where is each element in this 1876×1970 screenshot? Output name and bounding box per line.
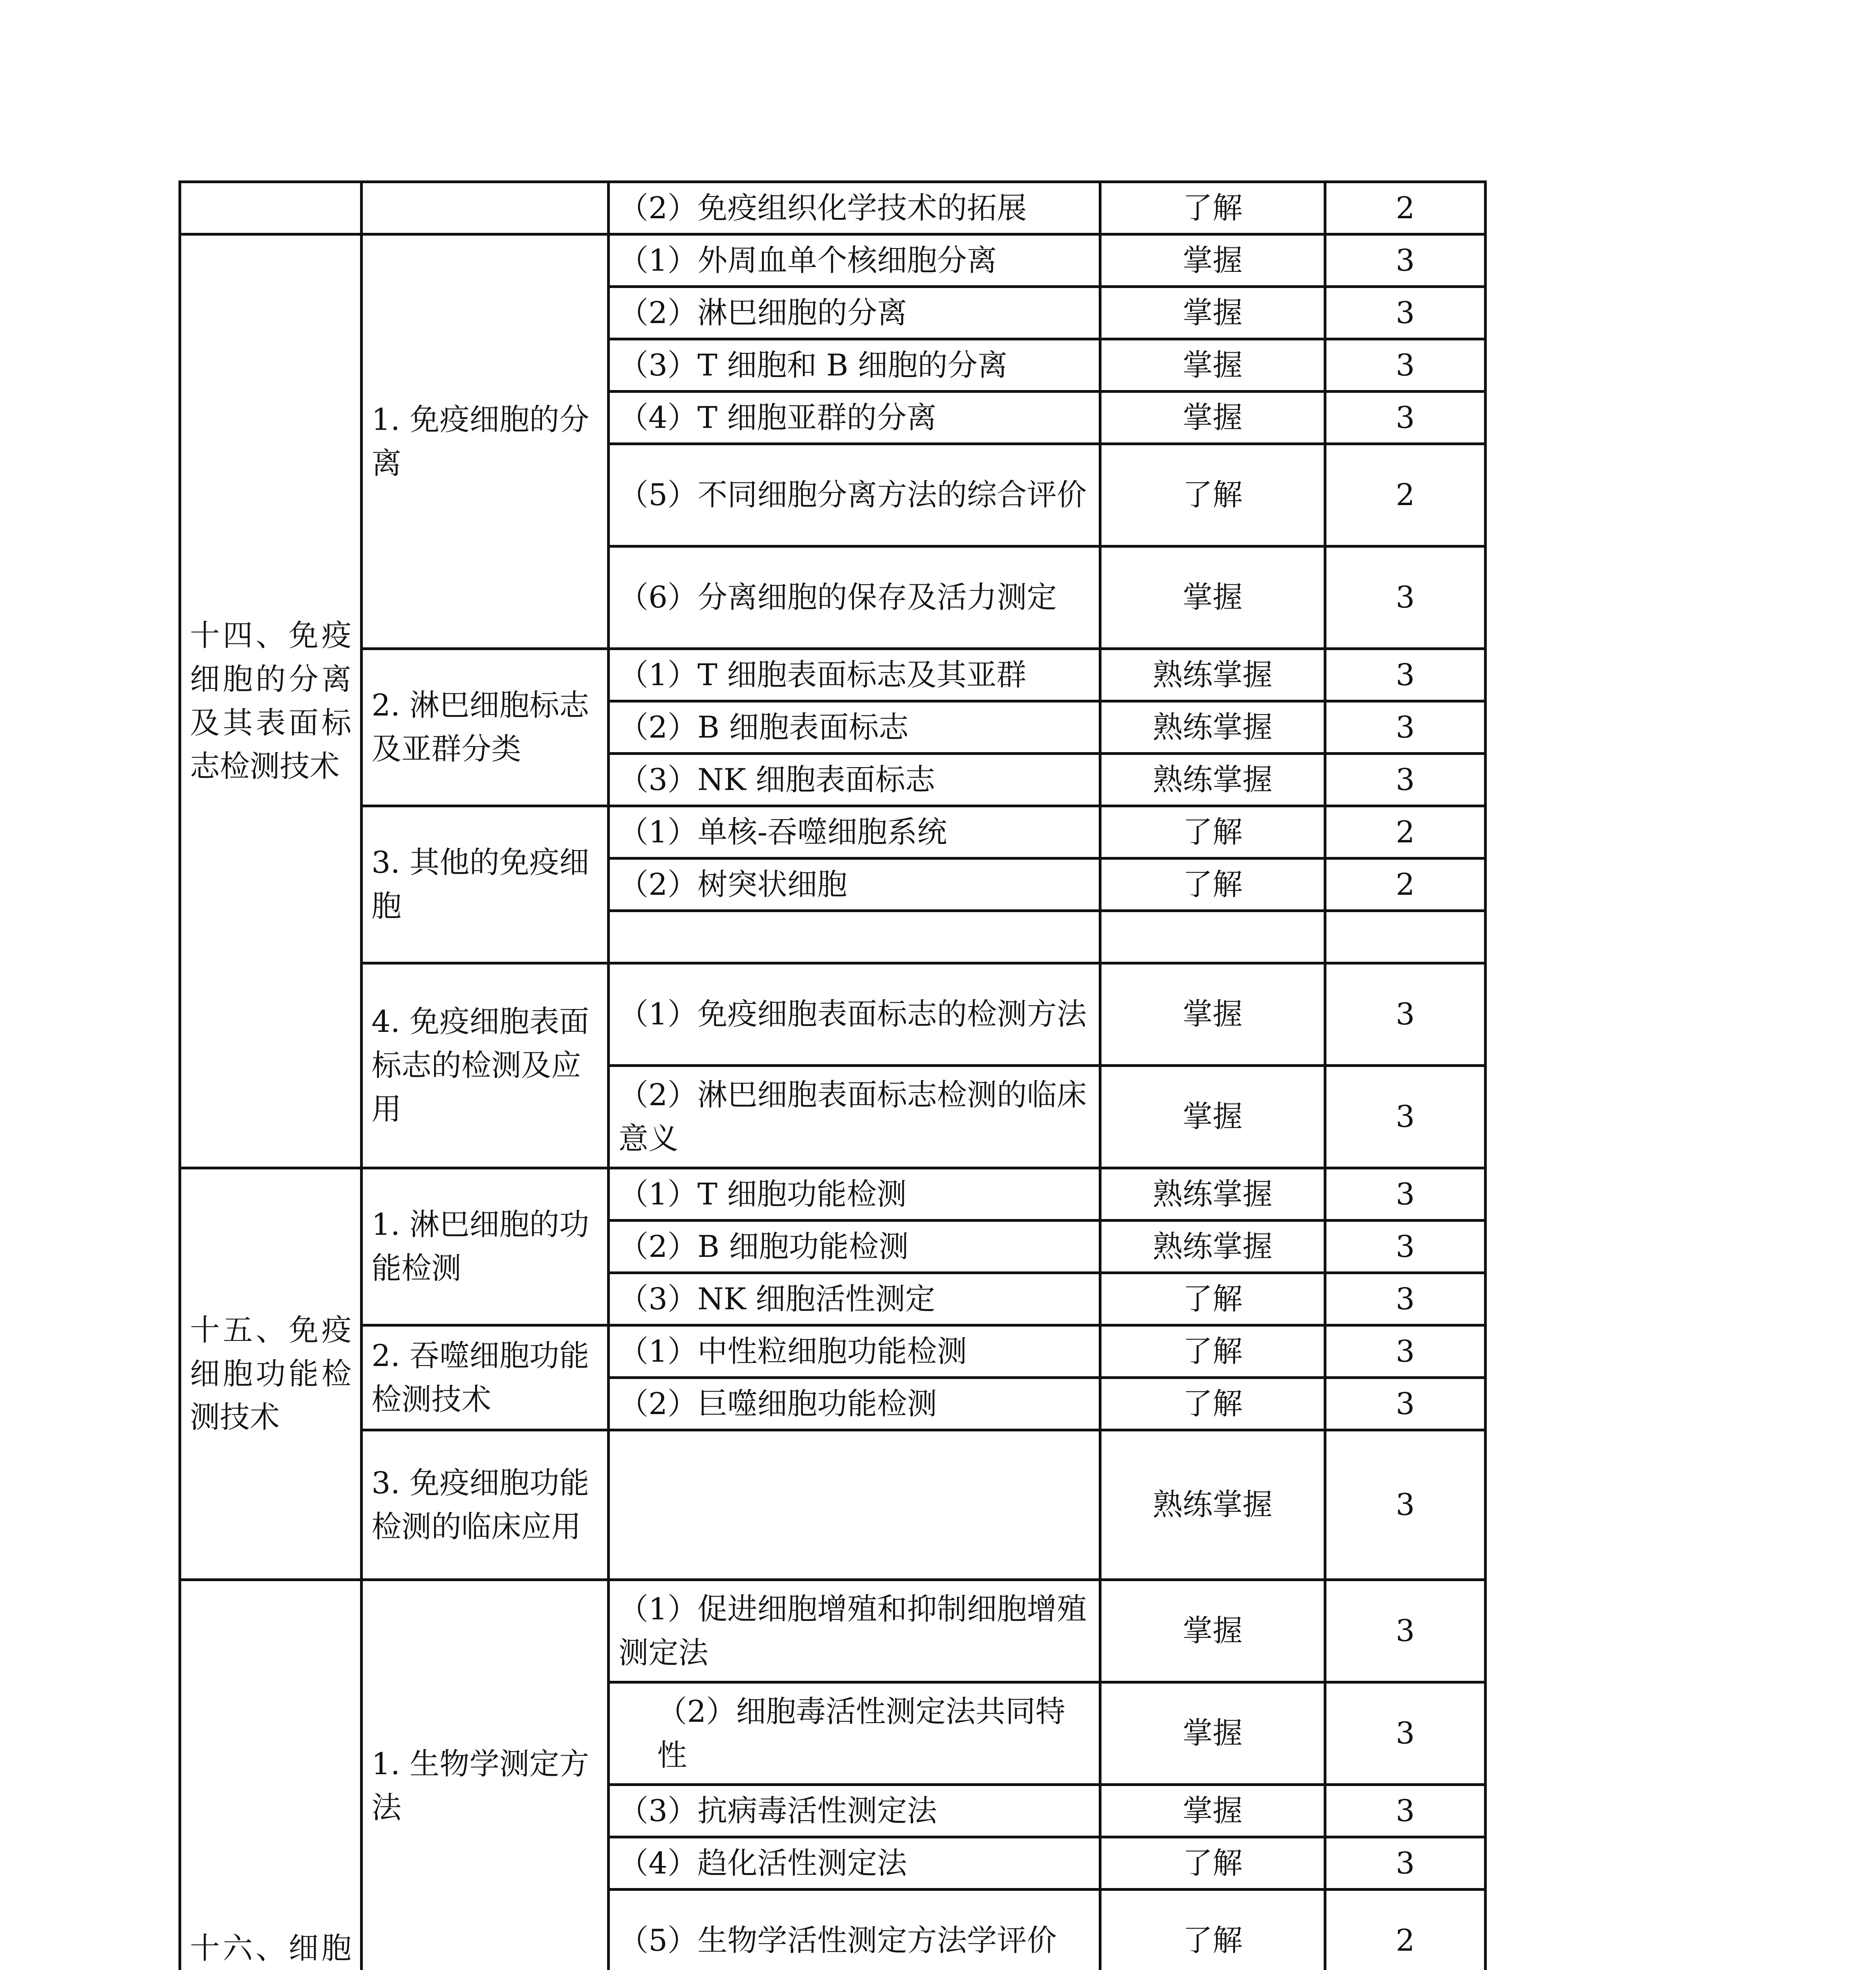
requirement-cell: 了解	[1100, 1325, 1325, 1378]
requirement-cell: 了解	[1100, 444, 1325, 546]
level-cell: 2	[1325, 1890, 1486, 1970]
level-cell: 3	[1325, 1273, 1486, 1325]
level-cell: 3	[1325, 234, 1486, 287]
topic-cell: 1. 淋巴细胞的功能检测	[362, 1168, 609, 1325]
topic-cell	[362, 182, 609, 234]
content-cell: （2）淋巴细胞的分离	[609, 287, 1100, 339]
content-cell: （5）不同细胞分离方法的综合评价	[609, 444, 1100, 546]
content-cell: （1）免疫细胞表面标志的检测方法	[609, 963, 1100, 1066]
topic-cell: 3. 免疫细胞功能检测的临床应用	[362, 1430, 609, 1580]
content-cell: （3）T 细胞和 B 细胞的分离	[609, 339, 1100, 392]
requirement-cell: 了解	[1100, 1837, 1325, 1890]
level-cell: 3	[1325, 754, 1486, 806]
level-cell	[1325, 911, 1486, 963]
content-cell: （1）中性粒细胞功能检测	[609, 1325, 1100, 1378]
table-row	[180, 1168, 1486, 1221]
level-cell: 3	[1325, 1325, 1486, 1378]
level-cell: 2	[1325, 806, 1486, 859]
level-cell: 3	[1325, 1221, 1486, 1273]
requirement-cell: 了解	[1100, 859, 1325, 911]
level-cell: 3	[1325, 1682, 1486, 1785]
content-cell: （2）B 细胞功能检测	[609, 1221, 1100, 1273]
content-cell: （2）巨噬细胞功能检测	[609, 1378, 1100, 1430]
content-cell: （3）NK 细胞活性测定	[609, 1273, 1100, 1325]
table-row	[180, 806, 1486, 859]
level-cell: 2	[1325, 859, 1486, 911]
level-cell: 2	[1325, 182, 1486, 234]
table-row	[180, 182, 1486, 234]
content-cell: （2）树突状细胞	[609, 859, 1100, 911]
requirement-cell: 熟练掌握	[1100, 1430, 1325, 1580]
level-cell: 3	[1325, 1066, 1486, 1168]
content-cell: （3）NK 细胞表面标志	[609, 754, 1100, 806]
requirement-cell: 掌握	[1100, 1580, 1325, 1682]
requirement-cell: 熟练掌握	[1100, 754, 1325, 806]
requirement-cell: 熟练掌握	[1100, 649, 1325, 701]
level-cell: 3	[1325, 649, 1486, 701]
content-cell: （2）免疫组织化学技术的拓展	[609, 182, 1100, 234]
requirement-cell: 掌握	[1100, 1066, 1325, 1168]
content-cell: （4）趋化活性测定法	[609, 1837, 1100, 1890]
level-cell: 3	[1325, 1785, 1486, 1837]
table-row	[180, 963, 1486, 1066]
requirement-cell: 熟练掌握	[1100, 701, 1325, 754]
unit-cell: 十五、免疫细胞功能检测技术	[180, 1168, 362, 1580]
content-cell: （2）B 细胞表面标志	[609, 701, 1100, 754]
level-cell: 3	[1325, 1837, 1486, 1890]
content-cell: （4）T 细胞亚群的分离	[609, 392, 1100, 444]
syllabus-table	[178, 180, 1487, 1970]
content-cell: （1）T 细胞功能检测	[609, 1168, 1100, 1221]
unit-cell: 十六、细胞	[180, 1580, 362, 1970]
requirement-cell: 了解	[1100, 1378, 1325, 1430]
topic-cell: 1. 生物学测定方法	[362, 1580, 609, 1970]
content-cell	[609, 1430, 1100, 1580]
requirement-cell: 熟练掌握	[1100, 1168, 1325, 1221]
requirement-cell: 熟练掌握	[1100, 1221, 1325, 1273]
topic-cell: 4. 免疫细胞表面标志的检测及应用	[362, 963, 609, 1168]
level-cell: 3	[1325, 701, 1486, 754]
level-cell: 3	[1325, 1430, 1486, 1580]
table-row	[180, 1325, 1486, 1378]
content-cell: （1）单核-吞噬细胞系统	[609, 806, 1100, 859]
level-cell: 3	[1325, 287, 1486, 339]
unit-cell: 十四、免疫细胞的分离及其表面标志检测技术	[180, 234, 362, 1168]
content-cell: （2）淋巴细胞表面标志检测的临床意义	[609, 1066, 1100, 1168]
content-cell: （2）细胞毒活性测定法共同特性	[609, 1682, 1100, 1785]
requirement-cell: 了解	[1100, 806, 1325, 859]
requirement-cell: 掌握	[1100, 234, 1325, 287]
level-cell: 3	[1325, 963, 1486, 1066]
level-cell: 3	[1325, 392, 1486, 444]
table-row	[180, 1430, 1486, 1580]
level-cell: 3	[1325, 1168, 1486, 1221]
table-row	[180, 649, 1486, 701]
requirement-cell	[1100, 911, 1325, 963]
requirement-cell: 掌握	[1100, 392, 1325, 444]
topic-cell: 2. 淋巴细胞标志及亚群分类	[362, 649, 609, 806]
topic-cell: 2. 吞噬细胞功能检测技术	[362, 1325, 609, 1430]
level-cell: 3	[1325, 1580, 1486, 1682]
level-cell: 3	[1325, 339, 1486, 392]
table-row	[180, 1580, 1486, 1682]
requirement-cell: 掌握	[1100, 1785, 1325, 1837]
topic-cell: 1. 免疫细胞的分离	[362, 234, 609, 649]
content-cell: （1）促进细胞增殖和抑制细胞增殖测定法	[609, 1580, 1100, 1682]
level-cell: 3	[1325, 546, 1486, 649]
table-body	[180, 182, 1486, 1970]
requirement-cell: 掌握	[1100, 963, 1325, 1066]
table-row	[180, 234, 1486, 287]
unit-cell	[180, 182, 362, 234]
content-cell: （6）分离细胞的保存及活力测定	[609, 546, 1100, 649]
topic-cell: 3. 其他的免疫细胞	[362, 806, 609, 963]
requirement-cell: 掌握	[1100, 339, 1325, 392]
requirement-cell: 了解	[1100, 1890, 1325, 1970]
content-cell: （5）生物学活性测定方法学评价	[609, 1890, 1100, 1970]
content-cell: （1）外周血单个核细胞分离	[609, 234, 1100, 287]
requirement-cell: 掌握	[1100, 1682, 1325, 1785]
requirement-cell: 掌握	[1100, 546, 1325, 649]
content-cell: （1）T 细胞表面标志及其亚群	[609, 649, 1100, 701]
content-cell: （3）抗病毒活性测定法	[609, 1785, 1100, 1837]
requirement-cell: 掌握	[1100, 287, 1325, 339]
level-cell: 3	[1325, 1378, 1486, 1430]
content-cell	[609, 911, 1100, 963]
requirement-cell: 了解	[1100, 1273, 1325, 1325]
requirement-cell: 了解	[1100, 182, 1325, 234]
level-cell: 2	[1325, 444, 1486, 546]
